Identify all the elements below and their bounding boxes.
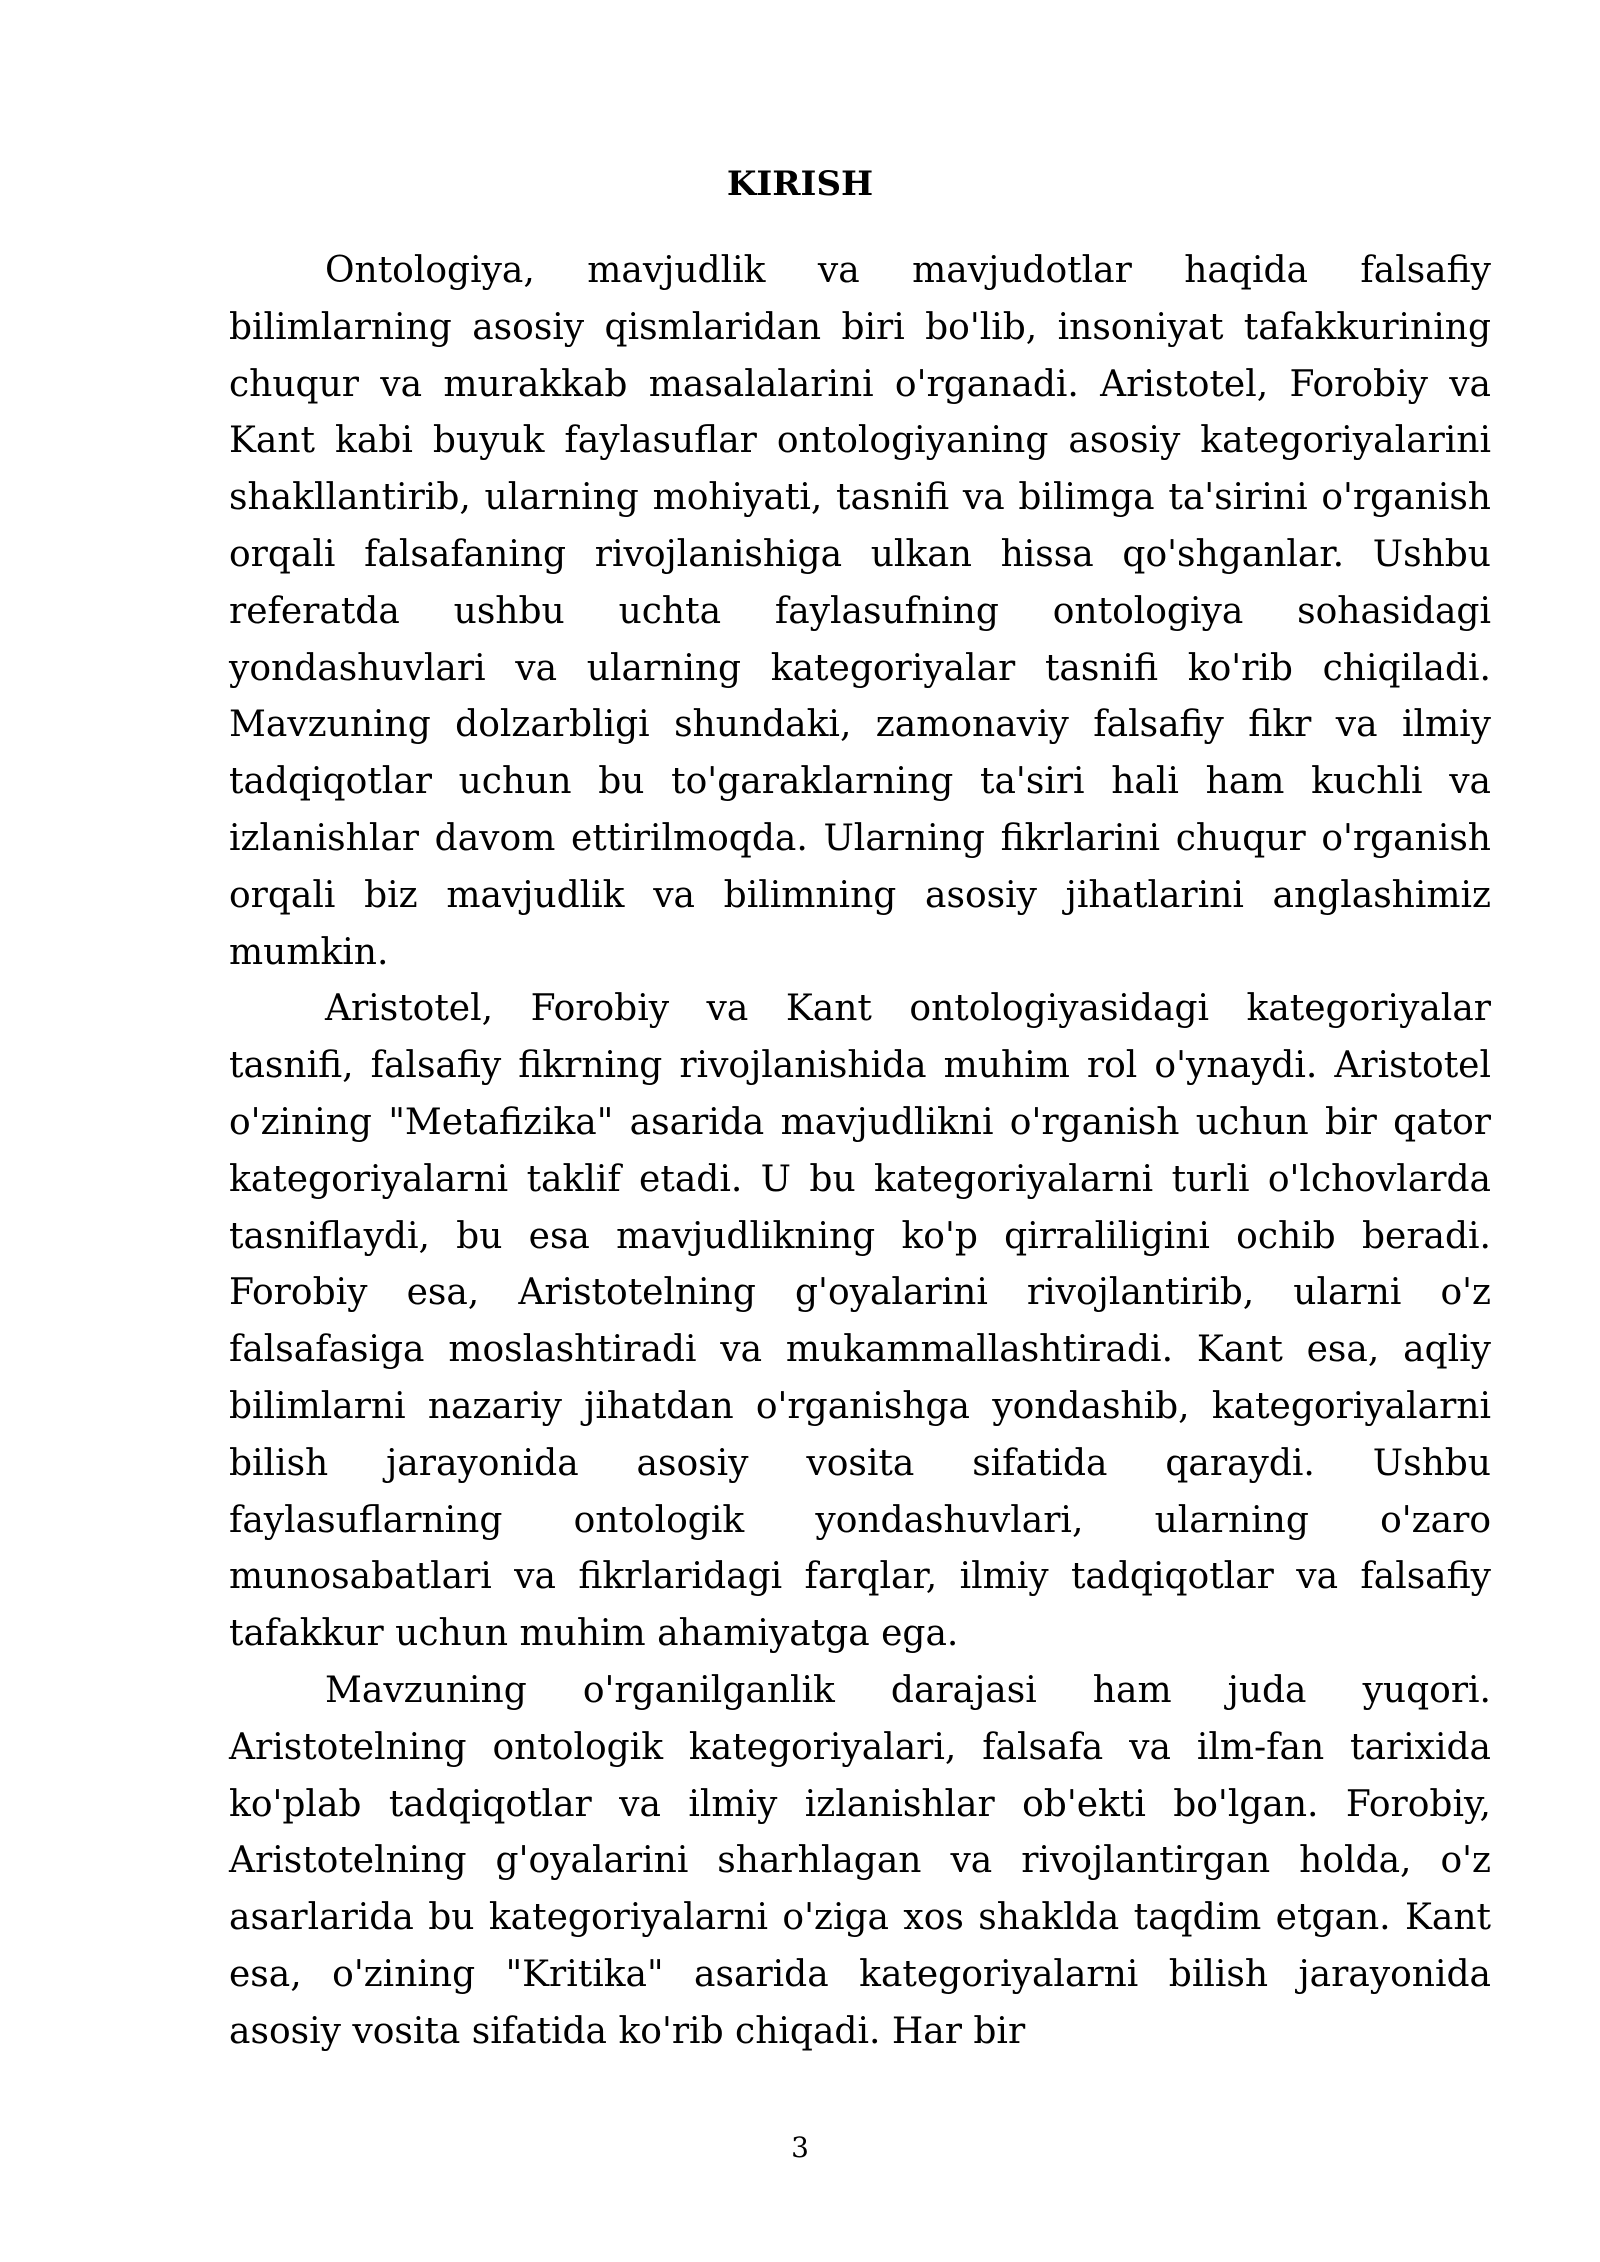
paragraph-1: Ontologiya, mavjudlik va mavjudotlar haqida falsafiy bilimlarning asosiy qismlaridan biri bo'lib, insoniyat tafakkurining chuqur va murakkab masalalarini o'rganadi. Aristotel, Forobiy va Kant kabi buyuk faylasuflar ontologiyaning asosiy kategoriyalarini shakllantirib, ularning mohiyati, tasnifi va bilimga ta'sirini o'rganish orqali falsafaning rivojlanishiga ulkan hissa qo'shganlar. Ushbu referatda ushbu uchta faylasufning ontologiya sohasidagi yondashuvlari va ularning kategoriyalar tasnifi ko'rib chiqiladi. Mavzuning dolzarbligi shundaki, zamonaviy falsafiy fikr va ilmiy tadqiqotlar uchun bu to'garaklarning ta'siri hali ham kuchli va izlanishlar davom ettirilmoqda. Ularning fikrlarini chuqur o'rganish orqali biz mavjudlik va bilimning asosiy jihatlarini anglashimiz mumkin.: [229, 250, 1491, 973]
page-title: KIRISH: [726, 164, 874, 204]
document-body: [229, 243, 1491, 2061]
page-number: 3: [791, 2131, 809, 2164]
paragraph-3: Mavzuning o'rganilganlik darajasi ham juda yuqori. Aristotelning ontologik kategoriyalari, falsafa va ilm-fan tarixida ko'plab tadqiqotlar va ilmiy izlanishlar ob'ekti bo'lgan. Forobiy, Aristotelning g'oyalarini sharhlagan va rivojlantirgan holda, o'z asarlarida bu kategoriyalarni o'ziga xos shaklda taqdim etgan. Kant esa, o'zining "Kritika" asarida kategoriyalarni bilish jarayonida asosiy vosita sifatida ko'rib chiqadi. Har bir: [229, 1669, 1491, 2052]
paragraph-2: Aristotel, Forobiy va Kant ontologiyasidagi kategoriyalar tasnifi, falsafiy fikrning rivojlanishida muhim rol o'ynaydi. Aristotel o'zining "Metafizika" asarida mavjudlikni o'rganish uchun bir qator kategoriyalarni taklif etadi. U bu kategoriyalarni turli o'lchovlarda tasniflaydi, bu esa mavjudlikning ko'p qirraliligini ochib beradi. Forobiy esa, Aristotelning g'oyalarini rivojlantirib, ularni o'z falsafasiga moslashtiradi va mukammallashtiradi. Kant esa, aqliy bilimlarni nazariy jihatdan o'rganishga yondashib, kategoriyalarni bilish jarayonida asosiy vosita sifatida qaraydi. Ushbu faylasuflarning ontologik yondashuvlari, ularning o'zaro munosabatlari va fikrlaridagi farqlar, ilmiy tadqiqotlar va falsafiy tafakkur uchun muhim ahamiyatga ega.: [229, 988, 1491, 1655]
